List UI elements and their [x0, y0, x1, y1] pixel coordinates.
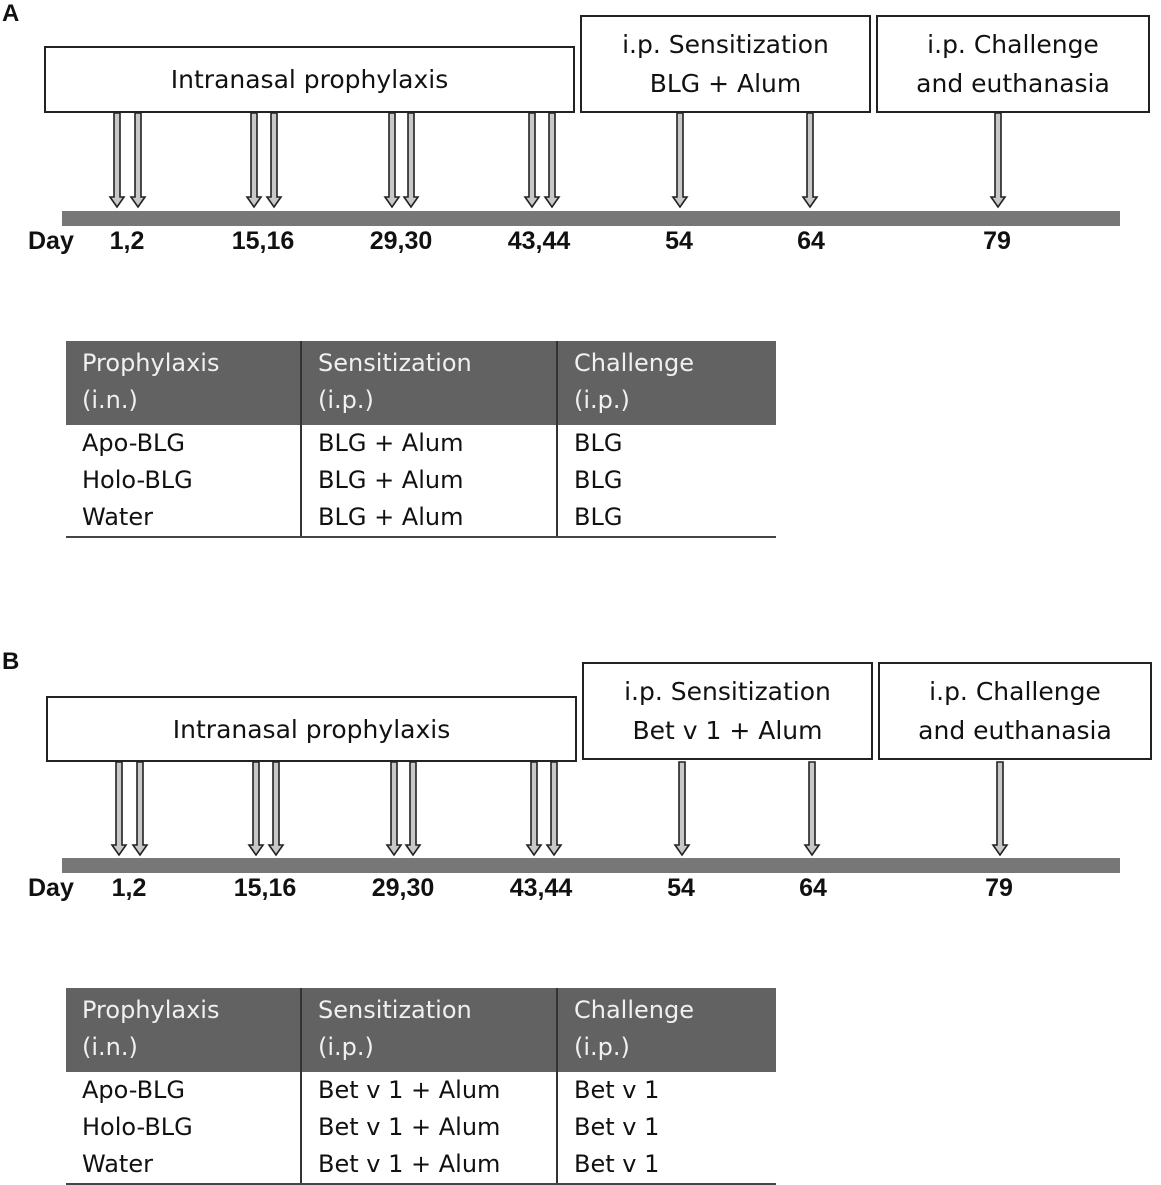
table-cell: Apo-BLG: [82, 1076, 186, 1104]
down-arrow-icon: [805, 762, 819, 855]
day-label: 15,16: [231, 227, 295, 255]
table-row: [66, 425, 776, 462]
day-label: 15,16: [233, 874, 297, 902]
panel-label: B: [2, 648, 20, 675]
table-header-prophylaxis: Prophylaxis (i.n.): [66, 341, 301, 425]
table-header-challenge: Challenge (i.p.): [557, 341, 776, 425]
day-label: 54: [667, 874, 695, 902]
down-arrow-icon: [112, 762, 126, 855]
down-arrow-icon: [406, 762, 420, 855]
protocol-table: [66, 341, 776, 538]
day-label: 29,30: [371, 874, 435, 902]
timeline-bar: [62, 211, 1120, 226]
challenge-phase-line-1: i.p. Challenge: [929, 677, 1101, 706]
down-arrow-icon: [385, 113, 399, 207]
table-row: [66, 499, 776, 537]
down-arrow-icon: [803, 113, 817, 207]
day-label: 64: [799, 874, 827, 902]
day-axis: [0, 227, 1161, 261]
day-label: 29,30: [369, 227, 433, 255]
panel-label: A: [2, 0, 20, 27]
table-cell: Bet v 1 + Alum: [301, 1072, 557, 1109]
day-label: 1,2: [109, 227, 145, 255]
timeline-bar: [62, 858, 1120, 873]
day-label: 43,44: [509, 874, 573, 902]
table-cell: Holo-BLG: [82, 466, 193, 494]
down-arrow-icon: [267, 113, 281, 207]
table-header-row: [66, 988, 776, 1072]
down-arrow-icon: [991, 113, 1005, 207]
panel-a: [0, 0, 1161, 590]
sensitization-phase-line-1: i.p. Sensitization: [622, 30, 829, 59]
prophylaxis-phase-label: Intranasal prophylaxis: [170, 65, 449, 94]
table-row: [66, 1146, 776, 1184]
protocol-table: [66, 988, 776, 1185]
down-arrow-icon: [993, 762, 1007, 855]
challenge-phase-line-1: i.p. Challenge: [927, 30, 1099, 59]
table-header-sensitization: Sensitization (i.p.): [301, 988, 557, 1072]
table-cell: Bet v 1: [557, 1072, 776, 1109]
day-axis-label: Day: [28, 874, 74, 902]
prophylaxis-phase-label: Intranasal prophylaxis: [172, 714, 451, 744]
table-cell: Water: [66, 499, 301, 537]
down-arrow-icon: [675, 762, 689, 855]
table-row: [66, 462, 776, 499]
day-label: 79: [985, 874, 1013, 902]
table-cell: BLG: [557, 499, 776, 537]
down-arrow-icon: [673, 113, 687, 207]
sensitization-phase-line-2: Bet v 1 + Alum: [632, 716, 823, 745]
table-cell: BLG: [557, 425, 776, 462]
sensitization-phase-line-2: BLG + Alum: [649, 69, 802, 98]
down-arrow-icon: [527, 762, 541, 855]
table-cell: BLG: [557, 462, 776, 499]
down-arrow-icon: [249, 762, 263, 855]
table-cell: Holo-BLG: [82, 1113, 193, 1141]
challenge-phase-line-2: and euthanasia: [918, 716, 1112, 745]
down-arrow-icon: [547, 762, 561, 855]
down-arrow-icon: [525, 113, 539, 207]
table-cell: BLG + Alum: [301, 462, 557, 499]
table-cell: Bet v 1 + Alum: [301, 1109, 557, 1146]
challenge-phase-line-2: and euthanasia: [916, 69, 1110, 98]
down-arrow-icon: [404, 113, 418, 207]
down-arrow-icon: [133, 762, 147, 855]
table-cell: BLG + Alum: [301, 425, 557, 462]
day-label: 54: [665, 227, 693, 255]
table-header-challenge: Challenge (i.p.): [557, 988, 776, 1072]
day-axis-label: Day: [28, 227, 74, 255]
table-cell: Bet v 1 + Alum: [301, 1146, 557, 1184]
down-arrow-icon: [110, 113, 124, 207]
table-row: [66, 1109, 776, 1146]
day-label: 1,2: [111, 874, 147, 902]
table-cell: Bet v 1: [557, 1109, 776, 1146]
sensitization-phase-line-1: i.p. Sensitization: [624, 677, 831, 706]
day-label: 79: [983, 227, 1011, 255]
down-arrow-icon: [131, 113, 145, 207]
down-arrow-icon: [387, 762, 401, 855]
down-arrow-icon: [247, 113, 261, 207]
table-header-sensitization: Sensitization (i.p.): [301, 341, 557, 425]
table-cell: Water: [66, 1146, 301, 1184]
table-header-row: [66, 341, 776, 425]
down-arrow-icon: [545, 113, 559, 207]
table-cell: Apo-BLG: [82, 429, 186, 457]
day-axis: [0, 874, 1161, 908]
down-arrow-icon: [269, 762, 283, 855]
table-header-prophylaxis: Prophylaxis (i.n.): [66, 988, 301, 1072]
day-label: 64: [797, 227, 825, 255]
day-label: 43,44: [507, 227, 571, 255]
table-cell: Bet v 1: [557, 1146, 776, 1184]
panel-b: [0, 648, 1161, 1182]
table-cell: BLG + Alum: [301, 499, 557, 537]
table-row: [66, 1072, 776, 1109]
